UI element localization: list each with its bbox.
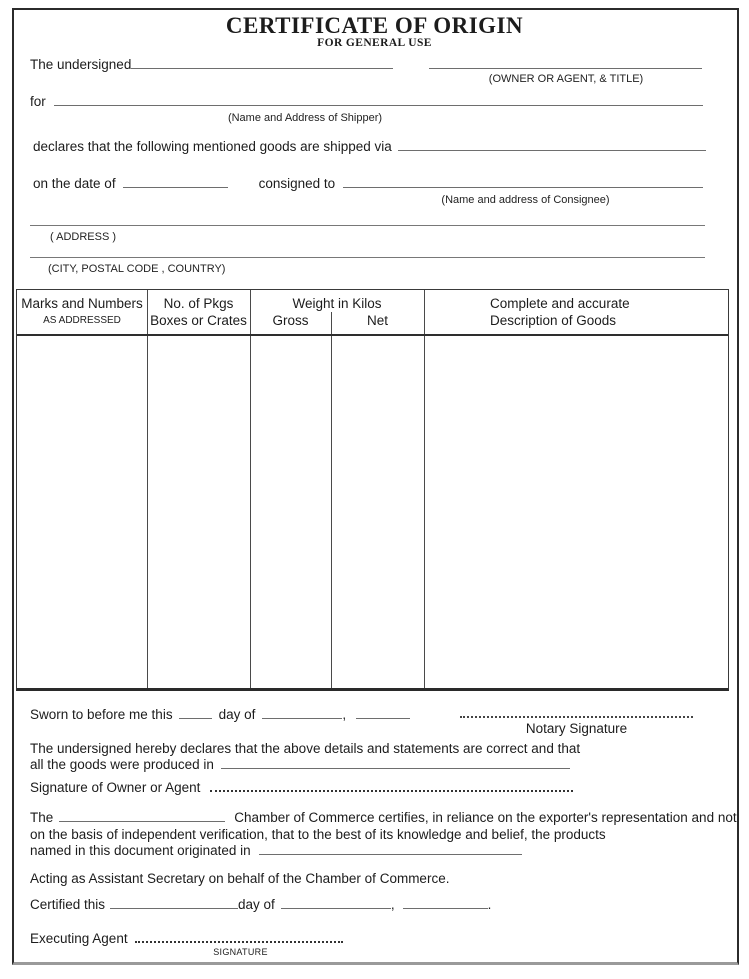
owner-signature-label: Signature of Owner or Agent [30, 780, 201, 795]
executing-signature-caption: SIGNATURE [213, 947, 268, 957]
originated-in-blank[interactable] [259, 851, 522, 855]
page-subtitle: FOR GENERAL USE [317, 37, 432, 49]
description-body-cell[interactable] [425, 337, 728, 688]
sworn-month-blank[interactable] [262, 715, 342, 719]
consigned-label: consigned to [258, 176, 336, 191]
chamber-the-label: The [30, 810, 54, 825]
undersigned-label: The undersigned [30, 57, 132, 72]
acting-secretary-line: Acting as Assistant Secretary on behalf of the Chamber of Commerce. [30, 871, 450, 886]
marks-body-cell[interactable] [17, 337, 146, 688]
date-blank[interactable] [123, 184, 228, 188]
table-header-underline [17, 334, 728, 336]
certified-period: . [487, 897, 492, 912]
net-body-cell[interactable] [332, 337, 423, 688]
shipper-name-blank[interactable] [54, 102, 703, 106]
certified-comma: , [390, 897, 395, 912]
shipper-caption: (Name and Address of Shipper) [227, 112, 383, 124]
weight-header: Weight in Kilos [292, 296, 382, 311]
certified-row [30, 897, 491, 913]
declaration-line1: The undersigned hereby declares that the above details and statements are correct and that [30, 741, 581, 756]
produced-in-blank[interactable] [221, 765, 570, 769]
produced-in-label: all the goods were produced in [30, 757, 214, 772]
owner-signature-row [30, 780, 573, 796]
chamber-name-blank[interactable] [59, 818, 225, 822]
sworn-comma: , [342, 707, 347, 722]
consignee-caption: (Name and address of Consignee) [441, 194, 610, 206]
description-header-line2: Description of Goods [490, 313, 617, 328]
certified-label: Certified this [30, 897, 106, 912]
pkgs-header: No. of Pkgs [163, 296, 234, 311]
sworn-row [30, 707, 430, 723]
gross-label: Gross [272, 313, 309, 328]
marks-subheader: AS ADDRESSED [43, 315, 121, 326]
date-label: on the date of [33, 176, 116, 191]
executing-agent-row [30, 931, 343, 947]
pkgs-subheader: Boxes or Crates [150, 313, 247, 328]
executing-agent-label: Executing Agent [30, 931, 128, 946]
for-label: for [30, 94, 46, 109]
certified-month-blank[interactable] [281, 905, 391, 909]
sworn-day-of-label: day of [218, 707, 256, 722]
notary-signature-blank[interactable] [460, 703, 693, 718]
sworn-day-blank[interactable] [179, 715, 212, 719]
description-header-line1: Complete and accurate [490, 296, 630, 311]
for-row [30, 94, 703, 110]
consignee-address-blank[interactable] [30, 225, 705, 226]
originated-in-label: named in this document originated in [30, 843, 251, 858]
undersigned-row [30, 57, 702, 73]
pkgs-body-cell[interactable] [148, 337, 249, 688]
chamber-line1-text: Chamber of Commerce certifies, in reliance on the exporter's representation and not [234, 810, 737, 825]
consignee-city-blank[interactable] [30, 257, 705, 258]
shipped-via-blank[interactable] [398, 147, 706, 151]
executing-agent-blank[interactable] [135, 937, 343, 943]
certified-day-of-label: day of [238, 897, 275, 912]
date-consigned-row [33, 176, 703, 192]
notary-signature-caption: Notary Signature [525, 721, 628, 736]
owner-signature-blank[interactable] [210, 786, 573, 792]
sworn-year-blank[interactable] [356, 715, 410, 719]
owner-agent-title-blank[interactable] [429, 65, 702, 69]
gross-body-cell[interactable] [251, 337, 330, 688]
declares-label: declares that the following mentioned goods are shipped via [33, 139, 392, 154]
consignee-name-blank[interactable] [343, 184, 703, 188]
marks-header: Marks and Numbers [21, 296, 143, 311]
produced-in-row [30, 757, 570, 773]
declares-row [33, 139, 706, 155]
goods-table [16, 289, 729, 691]
chamber-line2: on the basis of independent verification, that to the best of its knowledge and belief, the products [30, 827, 606, 842]
certified-day-blank[interactable] [110, 905, 238, 909]
city-caption: (CITY, POSTAL CODE , COUNTRY) [48, 263, 226, 275]
address-caption: ( ADDRESS ) [50, 231, 117, 243]
chamber-row [30, 810, 737, 826]
certified-year-blank[interactable] [403, 905, 488, 909]
originated-in-row [30, 843, 522, 859]
page-title: CERTIFICATE OF ORIGIN [225, 13, 524, 38]
net-label: Net [366, 313, 388, 328]
sworn-label: Sworn to before me this [30, 707, 173, 722]
owner-agent-caption: (OWNER OR AGENT, & TITLE) [488, 73, 644, 85]
undersigned-name-blank[interactable] [131, 65, 393, 69]
